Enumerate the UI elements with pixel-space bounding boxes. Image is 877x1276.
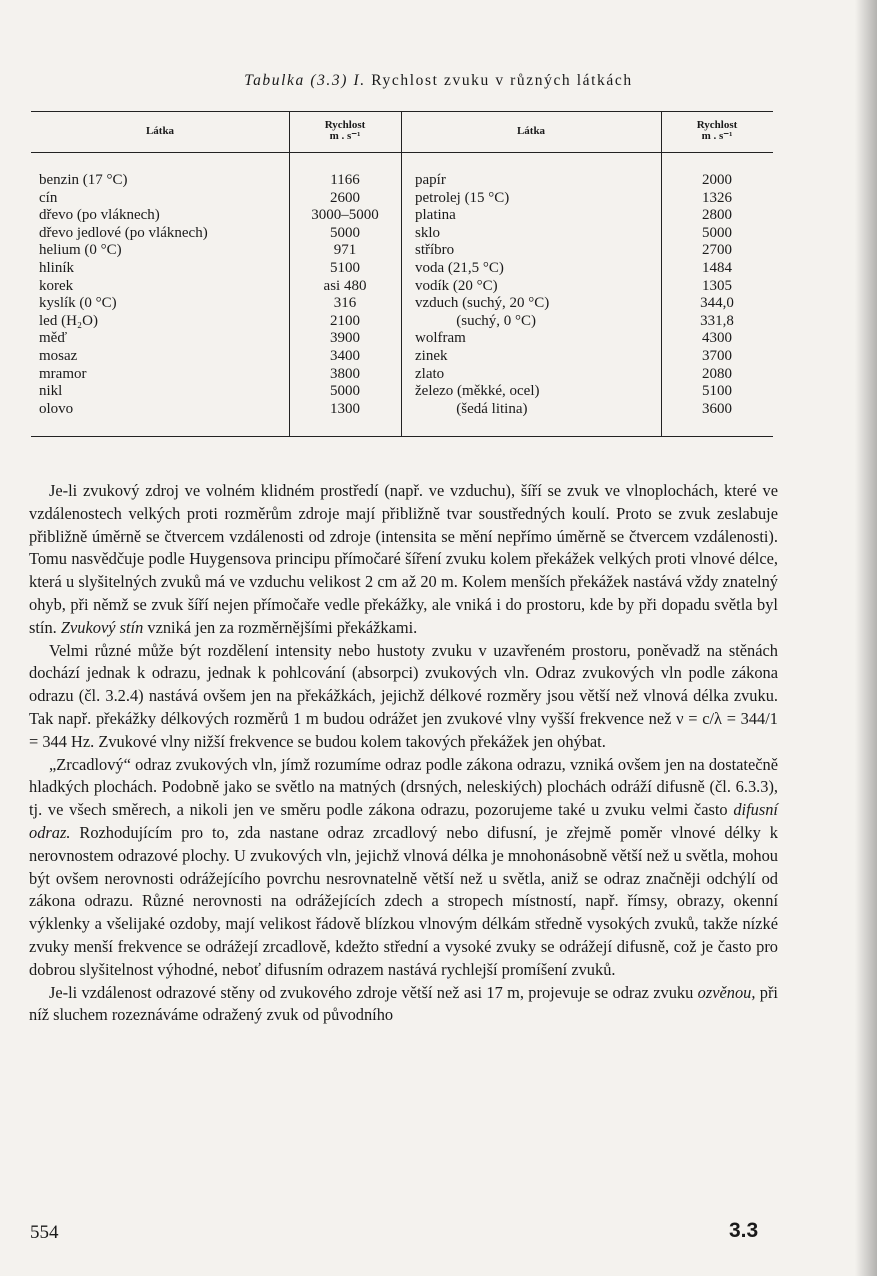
header-substance-right: Látka (516, 125, 546, 137)
speed-value: 3600 (702, 400, 732, 417)
emphasis-term: ozvěnou, (697, 982, 756, 1002)
substance-name: zinek (415, 347, 448, 364)
substance-name: petrolej (15 °C) (415, 189, 510, 206)
speed-value: 3000–5000 (311, 207, 379, 224)
speed-value: 5100 (702, 383, 732, 400)
substance-name: led (H₂O) (39, 312, 98, 329)
substance-name: zlato (415, 365, 445, 382)
substance-name: vodík (20 °C) (415, 277, 498, 294)
substance-name: (suchý, 0 °C) (415, 312, 536, 329)
substance-name: železo (měkké, ocel) (415, 383, 540, 400)
speed-value: 1300 (330, 400, 360, 417)
paragraph-text: Je-li vzdálenost odrazové stěny od zvukového zdroje větší než asi 17 m, projevuje se odraz zvuku (49, 982, 694, 1002)
speed-value: 331,8 (700, 312, 734, 329)
speed-value: 2000 (702, 172, 732, 188)
right-speed-column (661, 172, 773, 418)
table-divider (401, 112, 402, 436)
substance-name: vzduch (suchý, 20 °C) (415, 295, 550, 312)
speed-value: asi 480 (323, 277, 367, 294)
header-substance-left: Látka (145, 125, 175, 137)
paragraph-1 (29, 480, 778, 640)
substance-name: kyslík (0 °C) (39, 295, 117, 312)
speed-value: 1166 (330, 172, 360, 188)
table-caption (0, 72, 877, 90)
paragraph-text: při níž sluchem rozeznáváme odražený zvuk od původního (29, 982, 778, 1025)
substance-name: wolfram (415, 330, 466, 347)
speed-value: 5000 (330, 224, 360, 241)
paragraph-text: „Zrcadlový“ odraz zvukových vln, jímž rozumíme odraz podle zákona odrazu, vzniká ovšem jen na dostatečně hladkých plochách. Podobně jako se světlo na matných (drsných, neleskiých) plochách odráží difusně (čl. 6.3.3), tj. ve všech směrech, a nikoli jen ve směru podle zákona odrazu, pozorujeme také u zvuku velmi často (29, 754, 778, 820)
header-speed-unit: m . s⁻¹ (701, 130, 733, 142)
substance-name: (šedá litina) (415, 400, 528, 417)
paragraph-4 (29, 982, 778, 1028)
substance-name: korek (39, 277, 74, 294)
substance-name: mosaz (39, 347, 78, 364)
right-substance-column (415, 172, 661, 418)
header-speed-label: Rychlost (324, 119, 366, 131)
paragraph-text: Rozhodujícím pro to, zda nastane odraz zrcadlový nebo difusní, je zřejmě poměr vlnové délky k nerovnostem odrazové plochy. U zvukových vln, jejichž vlnová délka je mnohonásobně větší než u světla, mohou být ovšem nerovnosti odrážejícího povrchu nesrovnatelně větší než u světla, aniž se odraz značněji odchýlí od zákona odrazu. Různé nerovnosti na odrážejících zdech a stropech místností, např. římsy, obrazy, okenní výklenky a všelijaké ozdoby, mají velikost řádově blízkou vlnovým délkám středně vysokých zvuků, takže nízké zvuky menší frekvence se odrážejí zrcadlově, kdežto střední a vysoké zvuky se odrážejí difusně, což je často pro dobrou slyšitelnost výhodné, neboť difusním odrazem nastává rychlejší promíšení zvuků. (29, 822, 778, 979)
substance-name: platina (415, 207, 456, 224)
speed-value: 5100 (330, 259, 360, 276)
speed-value: 3700 (702, 347, 732, 364)
substance-name: sklo (415, 224, 441, 241)
speed-value: 2100 (330, 312, 360, 329)
speed-value: 3400 (330, 347, 360, 364)
substance-name: dřevo (po vláknech) (39, 207, 160, 224)
speed-value: 5000 (702, 224, 732, 241)
substance-name: dřevo jedlové (po vláknech) (39, 224, 208, 241)
substance-name: helium (0 °C) (39, 242, 122, 259)
speed-value: 971 (333, 242, 357, 259)
substance-name: hliník (39, 259, 75, 276)
speed-value: 2700 (702, 242, 732, 259)
speed-value: 3900 (330, 330, 360, 347)
paragraph-2: Velmi různé může být rozdělení intensity nebo hustoty zvuku v uzavřeném prostoru, poněvadž na stěnách dochází jednak k odrazu, jednak k pohlcování (absorpci) zvukových vln. Odraz zvukových vln podle zákona odrazu (čl. 3.2.4) nastává ovšem jen na překážkách, jejichž délkové rozměry jsou větší než vlnová délka zvuku. Tak např. překážky délkových rozměrů 1 m budou odrážet jen zvukové vlny vyšší frekvence než ν = c/λ = 344/1 = 344 Hz. Zvukové vlny nižší frekvence se budou kolem takových překážek jen ohýbat. (29, 640, 778, 751)
speed-value: 1326 (702, 189, 732, 206)
page-edge-shadow (855, 0, 877, 1276)
body-text (29, 480, 778, 1027)
table-caption-title: Rychlost zvuku v různých látkách (371, 72, 633, 89)
table-caption-label: Tabulka (3.3) I. (244, 72, 366, 89)
speed-value: 2600 (330, 189, 360, 206)
speed-of-sound-table (31, 111, 773, 437)
speed-value: 1305 (702, 277, 732, 294)
speed-value: 316 (333, 295, 357, 312)
speed-value: 2080 (702, 365, 732, 382)
substance-name: měď (39, 330, 68, 347)
paragraph-text: vzniká jen za rozměrnějšími překážkami. (147, 617, 418, 637)
table-header-rule (31, 152, 773, 153)
header-speed-unit: m . s⁻¹ (329, 130, 361, 142)
paragraph-3 (29, 754, 778, 982)
substance-name: nikl (39, 383, 63, 400)
header-speed-right (661, 120, 773, 142)
speed-value: 1484 (702, 259, 732, 276)
speed-value: 344,0 (700, 295, 734, 312)
emphasis-term: difusní odraz. (29, 800, 778, 842)
substance-name: benzin (17 °C) (39, 172, 128, 188)
substance-name: olovo (39, 400, 74, 417)
header-speed-left (289, 120, 401, 142)
paragraph-text: Je-li zvukový zdroj ve volném klidném prostředí (např. ve vzduchu), šíří se zvuk ve vlnoplochách, které ve vzdálenostech velkých proti rozměrům zdroje mají přibližně tvar soustředných koulí. Proto se zvuk zeslabuje přibližně úměrně se čtvercem vzdálenosti od zdroje (intensita se mění nepřímo úměrně se čtvercem vzdálenosti). Tomu nasvědčuje podle Huygensova principu přímočaré šíření zvuku kolem překážek velkých proti vlnové délce, která u slyšitelných zvuků má ve vzduchu velikost 2 cm až 20 m. Kolem menších překážek nastává vždy znatelný ohyb, při němž se zvuk šíří nejen přímočaře vedle překážky, ale vniká i do prostoru, kde by při dopadu světla byl stín. (29, 481, 778, 637)
substance-name: papír (415, 172, 446, 188)
speed-value: 2800 (702, 207, 732, 224)
speed-value: 3800 (330, 365, 360, 382)
emphasis-term: Zvukový stín (60, 617, 144, 637)
section-number: 3.3 (729, 1219, 759, 1242)
speed-value: 4300 (702, 330, 732, 347)
header-speed-label: Rychlost (696, 119, 738, 131)
substance-name: mramor (39, 365, 87, 382)
page-number: 554 (30, 1222, 59, 1243)
substance-name: cín (39, 189, 58, 206)
substance-name: stříbro (415, 242, 455, 259)
left-speed-column (289, 172, 401, 418)
speed-value: 5000 (330, 383, 360, 400)
left-substance-column (39, 172, 289, 418)
substance-name: voda (21,5 °C) (415, 259, 504, 276)
